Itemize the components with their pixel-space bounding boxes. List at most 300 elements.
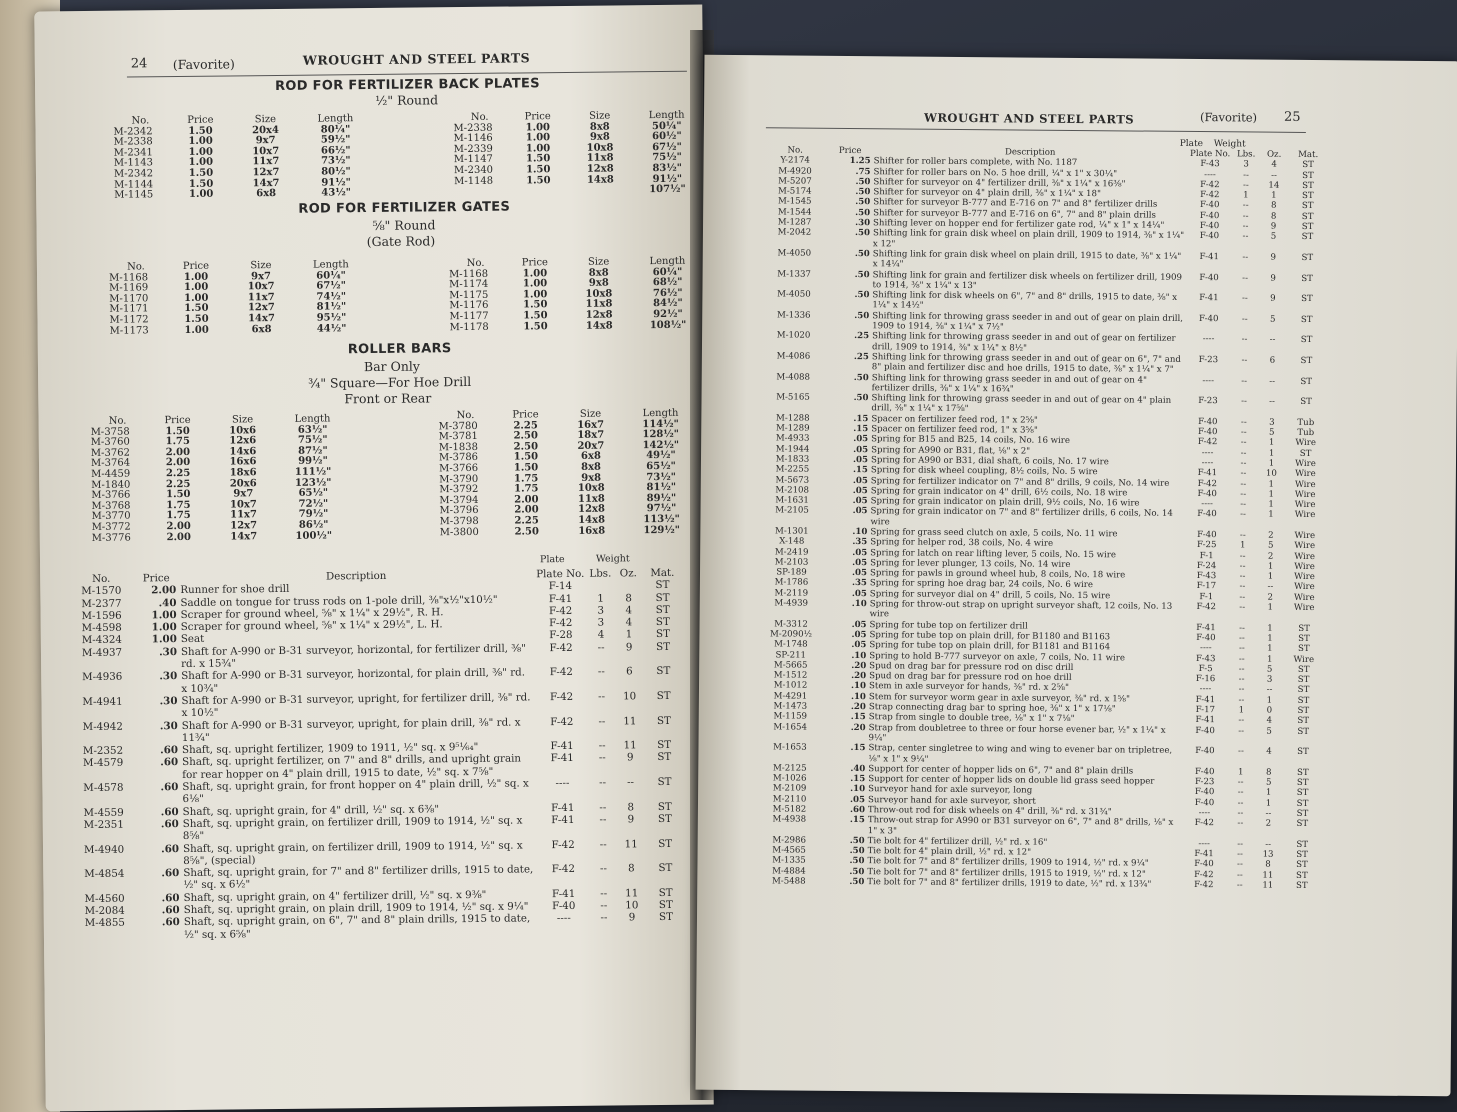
length: 76½" [652,287,683,299]
price: 1.50 [525,153,551,165]
section-title: ROD FOR FERTILIZER BACK PLATES [274,76,540,95]
material: Wire [1293,592,1315,603]
weight-oz: 9 [1270,293,1276,304]
part-number: M-1146 [453,132,493,145]
part-number: M-3798 [439,515,479,528]
part-number: M-2377 [81,597,122,610]
plate-number: F-40 [1197,530,1217,541]
description: Shifter for roller bars on No. 5 hoe drill, ¼" x 1" x 30¼" [873,166,1118,179]
description: Spring for grain indicator on 4" drill, 6½ coils, No. 18 wire [870,485,1128,499]
price: .05 [851,588,867,599]
weight-lbs: 1 [1238,767,1244,778]
part-number: M-1176 [449,300,489,312]
description: Shaft, sq. upright grain, on 4" fertilizer drill, ½" sq. x 9⅜" [183,888,487,904]
price: .50 [854,269,870,280]
part-number: M-1654 [773,721,807,733]
price: .30 [855,218,871,229]
weight-lbs: -- [1236,870,1243,881]
plate-number: F-41 [551,801,575,814]
part-number: M-2103 [774,557,809,568]
price: .20 [851,660,867,672]
weight-lbs: -- [1239,592,1246,603]
price: 1.00 [522,267,548,280]
price: .05 [853,454,869,466]
column-header: Mat. [650,566,675,580]
part-number: M-1147 [453,154,493,166]
left-running-title: WROUGHT AND STEEL PARTS [302,50,531,68]
weight-lbs: -- [1237,849,1244,860]
size: 10x8 [586,142,614,154]
price: 1.50 [523,310,548,322]
part-number: M-1171 [109,303,149,316]
material: ST [1296,798,1309,809]
material: ST [1296,870,1308,881]
description: Tie bolt for 4" fertilizer drill, ½" rd. x 16" [867,836,1048,848]
part-number: M-4937 [81,646,123,659]
length: 97½" [646,503,677,515]
price: 1.25 [849,156,871,167]
length: 128½" [642,428,680,441]
part-number: M-2339 [453,143,493,155]
price: .05 [852,496,868,507]
size: 18x6 [229,467,257,479]
description: Shaft for A-990 or B-31 surveyor, horizontal, for fertilizer drill, ⅜" rd. x 15¾" [180,642,527,671]
description: Strap, center singletree to wing and wing to evener bar on tripletree, ⅛" x 1" x 9¼" [868,743,1173,765]
price: .50 [854,290,870,301]
section-title: ROLLER BARS [347,341,452,358]
length: 67½" [652,141,682,153]
price: 2.25 [513,419,538,432]
part-number: M-3772 [91,521,131,533]
weight-lbs: -- [1242,211,1249,222]
size: 6x8 [256,188,277,200]
material: ST [1301,191,1314,202]
part-number: M-3770 [91,510,131,523]
weight-lbs: -- [1239,581,1246,592]
price: 1.50 [523,320,548,332]
weight-lbs: 3 [597,616,605,629]
weight-lbs: -- [1238,653,1245,665]
description: Throw-out strap for A990 or B31 surveyor on 6", 7" and 8" drills, ⅛" x 1" x 3" [867,815,1174,837]
weight-oz: 1 [1266,695,1273,706]
plate-number: F-42 [549,666,573,679]
weight-oz: -- [1265,839,1272,850]
size: 11x8 [586,152,614,165]
price: .20 [850,722,866,733]
plate-number: F-40 [1198,416,1218,427]
plate-number: F-5 [1198,663,1213,675]
plate-number: F-41 [550,752,574,765]
weight-oz: 1 [1268,437,1275,449]
description: Shaft, sq. upright grain, on fertilizer drill, 1909 to 1914, ½" sq. x 8⅝", (special) [182,838,523,867]
weight-lbs: -- [598,690,606,703]
size: 12x7 [230,520,258,532]
weight-lbs: -- [1237,818,1244,829]
left-page [34,5,713,1112]
plate-number: F-40 [1199,200,1220,211]
section-title: ROD FOR FERTILIZER GATES [298,199,511,217]
column-header: Price [164,414,191,427]
weight-oz: 1 [1267,623,1273,634]
price: 1.00 [188,146,213,158]
weight-oz: 1 [625,628,633,641]
part-number: X-148 [779,536,805,547]
length: 73½" [646,471,677,483]
length: 95½" [316,312,347,324]
length: 83½" [652,162,683,175]
part-number: M-4579 [82,757,124,770]
column-header: Price [524,111,551,123]
weight-oz: 2 [1267,592,1274,603]
length: 80½" [321,166,351,178]
weight-oz: 11 [1262,870,1274,881]
weight-oz: 8 [1266,767,1272,778]
price: 1.00 [525,121,551,133]
material: Wire [1294,499,1316,511]
length: 81½" [646,481,677,494]
length: 107½" [649,183,686,196]
length: 87½" [298,445,328,457]
weight-oz: 14 [1268,180,1280,191]
size: 11x7 [230,509,258,521]
weight-lbs: 3 [597,604,605,617]
weight-header: Weight [595,553,630,565]
rod-back-plates-table-a [113,114,374,201]
part-number: SP-211 [775,649,807,661]
part-number: M-3766 [439,462,479,475]
material: ST [657,775,672,789]
plate-number: F-42 [1197,478,1218,489]
price: .20 [850,702,866,713]
size: 12x8 [585,309,613,321]
weight-lbs: -- [1241,396,1247,407]
price: 1.50 [188,125,213,137]
description: Spring for tube top on fertilizer drill [869,619,1028,632]
part-number: M-1159 [773,711,808,722]
price: .05 [850,794,866,805]
size: 16x7 [577,419,605,431]
length: 113½" [643,513,680,526]
description: Surveyor hand for axle surveyor, long [868,784,1033,797]
part-number: SP-189 [776,567,807,578]
weight-lbs: -- [1240,489,1247,500]
description: Spring for pawls in ground wheel hub, 8 coils, No. 18 wire [869,568,1126,581]
material: ST [655,603,670,616]
plate-header: Plate [1179,138,1204,150]
price: .15 [853,413,869,424]
material: ST [1296,767,1309,778]
left-page-number: 24 [130,56,148,72]
plate-number: ---- [1201,457,1214,469]
weight-oz: 5 [1269,314,1276,325]
material: Wire [1294,561,1315,572]
weight-lbs: 4 [597,629,605,642]
weight-oz: 1 [1268,479,1275,490]
material: ST [657,751,672,764]
price: 1.50 [526,174,551,186]
description: Shifting link for disk wheels on 6", 7" and 8" drills, 1915 to date, ⅜" x 1¼" x 14½" [872,290,1178,312]
material: Wire [1293,602,1315,614]
plate-number: F-40 [1194,797,1215,808]
part-number: M-1288 [776,413,810,424]
price: 1.75 [166,499,191,511]
price: 1.00 [183,281,209,294]
price: .35 [852,537,868,548]
table-row [74,911,688,942]
right-section-tag: (Favorite) [1199,110,1258,125]
plate-number: F-42 [1200,190,1220,201]
description: Spring for B15 and B25, 14 coils, No. 16 wire [871,434,1071,447]
description: Shaft for A-990 or B-31 surveyor, upright, for fertilizer drill, ⅜" rd. x 10½" [181,691,531,720]
size: 10x7 [252,145,280,158]
weight-lbs: -- [1239,550,1246,562]
part-number: M-4884 [772,866,806,877]
price: .05 [851,619,867,630]
plate-number: F-42 [1200,179,1220,191]
size: 9x8 [581,472,602,484]
weight-lbs: -- [1241,334,1248,345]
plate-number: F-28 [549,629,573,642]
description: Spring to hold B-777 surveyor on axle, 7 coils, No. 11 wire [869,650,1126,663]
header-rule [127,71,687,78]
length: 84½" [653,298,683,310]
weight-lbs: -- [1239,530,1246,541]
description: Shaft, sq. upright grain, on fertilizer drill, 1909 to 1914, ½" sq. x 8⅝" [182,814,523,843]
part-number: M-4086 [776,351,811,362]
weight-lbs: -- [1238,746,1244,757]
plate-number: F-42 [1194,869,1214,880]
weight-oz: 9 [628,911,636,924]
size: 20x7 [577,440,605,452]
description: Spacer on fertilizer feed rod, 1" x 3⅝" [871,424,1038,436]
description: Scraper for ground wheel, ⅝" x 1¼" x 29½", R. H. [180,606,444,621]
weight-oz: 11 [1262,880,1274,891]
weight-oz: 1 [1268,510,1274,521]
price: 1.50 [188,178,214,190]
plate-number: F-41 [548,592,573,605]
material: ST [1298,644,1310,655]
description: Spring for A990 or B31, dial shaft, 6 coils, No. 17 wire [870,455,1109,468]
part-number: M-3780 [438,420,478,432]
material: Wire [1294,572,1315,583]
price: 2.50 [513,441,539,453]
price: 2.25 [165,467,191,480]
weight-lbs: -- [1240,509,1246,520]
length: 75½" [297,434,328,446]
price: .15 [852,465,868,476]
price: .60 [160,756,179,769]
length: 60½" [652,130,682,143]
part-number: M-4855 [84,916,125,930]
part-number: M-1335 [772,855,806,867]
description: Shifting link for throwing grass seeder in and out of gear on 4" plain drill, ⅜" x 1¼" x 17⅝" [871,393,1172,415]
price: .15 [853,424,869,435]
plate-number: F-1 [1199,550,1214,561]
size: 20x6 [229,477,257,490]
part-number: M-1838 [438,441,478,454]
section-subtitle: ⅝" Round [372,217,436,233]
part-number: M-4559 [83,806,124,819]
part-number: M-3781 [438,431,478,443]
part-number: M-3786 [438,452,479,464]
part-number: M-2338 [453,122,493,134]
length: 100½" [295,529,333,542]
plate-number: F-1 [1199,591,1214,602]
material: ST [1302,170,1314,181]
part-number: M-1944 [775,443,810,455]
description: Tie bolt for 4" plain drill, ½" rd. x 12" [867,846,1032,858]
price: .60 [161,904,180,917]
weight-oz: 2 [1265,818,1272,829]
price: .15 [850,743,866,754]
price: 2.00 [514,494,539,506]
column-header: Plate No. [536,567,585,581]
description: Spring for disk wheel coupling, 8½ coils, No. 5 wire [870,465,1098,478]
description: Shifter for surveyor B-777 and E-716 on 6", 7" and 8" plain drills [873,207,1157,221]
price: 1.50 [165,425,190,437]
size: 11x8 [585,298,613,311]
description: Stem for surveyor worm gear in axle surveyor, ⅜" rd. x 1⅝" [868,691,1131,705]
material: ST [1301,273,1313,284]
part-number: M-4936 [82,671,123,684]
part-number: M-3796 [439,505,479,517]
part-number: M-1026 [772,773,807,784]
size: 8x8 [581,461,602,473]
length: 67½" [316,280,346,292]
weight-lbs: -- [1240,468,1247,479]
length: 66½" [320,145,351,157]
description: Shaft, sq. upright fertilizer, on 7" and 8" drills, and upright grain for rear hopper on 4" plain drill, 1915 to date, ½" sq. x 7⅝" [182,752,522,781]
part-number: M-4088 [776,371,811,383]
plate-number: F-42 [1197,437,1218,448]
length: 89½" [646,492,677,504]
weight-lbs: -- [1240,437,1247,448]
description: Spring for grass seed clutch on axle, 5 coils, No. 11 wire [870,527,1118,540]
part-number: M-1178 [449,321,489,333]
part-number: M-2119 [774,588,809,599]
price: 1.00 [188,188,214,201]
price: 2.25 [165,478,191,490]
plate-number: ---- [1201,447,1214,458]
description: Shifting lever on hopper end for fertilizer gate rod, ¼" x 1" x 14¼" [873,218,1165,231]
weight-lbs: -- [599,813,607,826]
part-number: M-2109 [772,783,807,795]
column-header: Oz. [1266,149,1282,160]
description: Spring for tube top on plain drill, for B1181 and B1164 [869,640,1111,653]
price: 1.75 [514,483,539,495]
part-number: M-1172 [109,314,149,326]
plate-number: F-40 [1199,272,1219,283]
weight-lbs: -- [1237,787,1244,798]
material: ST [1295,880,1308,892]
section-subtitle-2: ¾" Square—For Hoe Drill [308,373,472,391]
plate-number: ---- [1200,643,1212,654]
description: Shifting link for grain disk wheel on plain drill, 1915 to date, ⅜" x 1¼" x 14¼" [872,249,1182,270]
column-header: No. [126,261,145,273]
length: 79½" [298,508,329,521]
part-number: M-4942 [82,720,123,733]
price: 2.00 [165,457,191,469]
weight-oz: 1 [1268,499,1274,510]
right-parts-list [757,145,1329,891]
material: Wire [1295,438,1317,449]
price: .10 [850,691,866,702]
price: 2.00 [166,531,191,543]
plate-number: ---- [1198,838,1211,850]
price: 1.00 [151,621,177,634]
part-number: M-1570 [81,584,122,598]
part-number: M-3776 [91,532,131,544]
material: ST [1297,695,1310,706]
description: Spacer on fertilizer feed rod, 1" x 2⅝" [871,413,1038,426]
part-number: M-1301 [775,526,809,537]
description: Strap from doubletree to three or four horse evener bar, ½" x 1¼" x 9¼" [868,722,1166,744]
part-number: M-3790 [439,473,479,485]
price: 1.00 [184,292,209,304]
material: Tub [1297,417,1315,428]
price: .10 [852,527,868,538]
description: Spring for latch on rear lifting lever, 5 coils, No. 15 wire [870,547,1117,560]
weight-oz: 11 [624,837,638,850]
size: 10x8 [585,288,613,300]
price: 2.00 [151,584,177,597]
material: ST [1301,294,1313,305]
material: ST [1301,232,1314,243]
weight-oz: 2 [1267,551,1274,562]
section-subtitle: Bar Only [363,358,421,375]
part-number: M-2342 [113,168,154,180]
part-number: M-3312 [774,619,808,630]
weight-oz: 9 [1270,252,1277,263]
material: ST [1296,808,1309,820]
material: Wire [1294,510,1316,521]
size: 8x8 [589,121,610,133]
price: .05 [852,557,868,569]
description: Spring for grain indicator on plain drill, 9½ coils, No. 16 wire [870,496,1140,509]
material: ST [657,739,672,752]
part-number: M-2125 [772,763,807,774]
length: 50¼" [651,120,682,132]
part-number: M-2341 [113,147,153,159]
price: 1.00 [184,324,209,336]
column-header: Price [521,257,549,269]
part-number: M-2090½ [769,629,812,640]
part-number: M-1748 [774,639,808,650]
part-number: M-1512 [773,670,808,681]
part-number [454,187,513,198]
weight-oz: 10 [1265,468,1277,479]
size: 14x7 [230,530,258,543]
plate-number: F-40 [552,899,576,913]
weight-oz: 9 [1270,221,1277,232]
description: Seat [180,633,205,646]
price: .05 [852,475,868,486]
weight-oz: 5 [1265,777,1272,788]
price: 1.00 [525,142,551,155]
weight-lbs: -- [1238,684,1245,695]
description: Spud on drag bar for pressure rod on disc drill [869,661,1074,673]
description: Strap from single to double tree, ⅛" x 1" x 7⅛" [868,712,1075,725]
description: Shaft for A-990 or B-31 surveyor, horizontal, for plain drill, ⅜" rd. x 10¾" [181,666,526,695]
plate-number: F-41 [551,813,575,827]
part-number: M-2986 [772,835,807,846]
weight-lbs: -- [1237,808,1244,819]
price: .05 [852,547,868,558]
part-number: M-2042 [777,227,812,239]
right-page-number: 25 [1283,109,1301,125]
section-subtitle: ½" Round [375,92,439,108]
description: Spring for throw-out strap on upright surveyor shaft, 12 coils, No. 13 wire [869,599,1173,620]
